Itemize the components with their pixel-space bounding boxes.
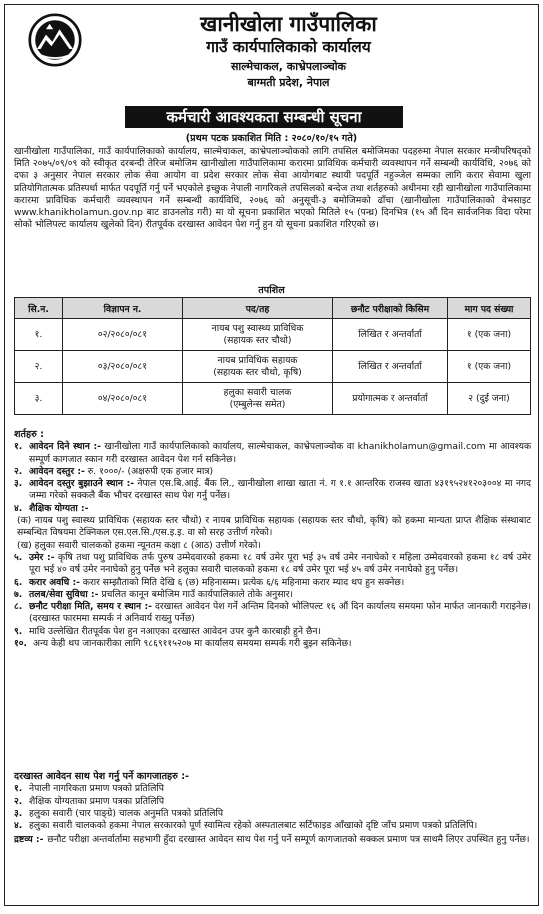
office-name: गाउँ कार्यपालिकाको कार्यालय (206, 38, 371, 56)
cell-exam: लिखित र अन्तर्वार्ता (333, 351, 448, 383)
table-caption: तपशिल (258, 285, 285, 296)
conditions-heading: शर्तहरु : (14, 429, 45, 440)
col-header-count: माग पद संख्या (448, 298, 531, 319)
note-label: द्रष्टव्य :- (14, 834, 44, 846)
list-item: ८. छनौट परीक्षा मिति, समय र स्थान :- दरखास्त आवेदन पेश गर्ने अन्तिम दिनको भोलिपल्ट १६ औं दिन कार्यालय समयमा फोन मार्फत जानकारी गराइनेछ। (दरखास्त फारममा सम्पर्क नं अनिवार्य राख्नु पर्नेछ) (14, 601, 532, 625)
conditions-section (14, 429, 531, 650)
vacancy-table (14, 297, 531, 415)
note (14, 834, 531, 846)
cell-exam: प्रयोगात्मक र अन्तर्वार्ता (333, 383, 448, 415)
list-item: ६. करार अवधि :- करार सम्झौताको मिति देखि ६ (छ) महिनासम्म। प्रत्येक ६/६ महिनामा करार म्याद थप हुन सक्नेछ। (14, 576, 405, 588)
municipality-name: खानीखोला गाउँपालिका (200, 12, 377, 36)
list-item: २. शैक्षिक योग्यताका प्रमाण पत्रका प्रतिलिपि (14, 795, 165, 807)
list-item: ३. आवेदन दस्तुर बुझाउने स्थान :- नेपाल एस.बि.आई. बैंक लि., खानीखोला शाखा खाता नं. ग १.१ आन्तरिक राजस्व खाता ४३१९५२४१२०३००४ मा नगद जम्मा गरेको सक्कलै बैंक भौचर दरखास्त साथ पेश गर्नु पर्नेछ। (14, 478, 531, 502)
cell-post (183, 319, 333, 351)
list-item: २. आवेदन दस्तुर :- रु. १०००/- (अक्षरुपी एक हजार मात्र) (14, 465, 214, 477)
cell-count: २ (दुई जना) (448, 383, 531, 415)
cell-adv: ०३/२०८०/०८१ (63, 351, 183, 383)
qualification-b: (ख) हलुका सवारी चालकको हकमा न्यूनतम कक्षा ८ (आठ) उत्तीर्ण गरेको। (17, 539, 261, 551)
note-text: छनौट परीक्षा अन्तर्वार्तामा सहभागी हुँदा दरखास्त आवेदन साथ पेश गर्नु पर्ने सम्पूर्ण कागजातको सक्कल प्रमाण पत्र साथमै लिएर उपस्थित हुनु पर्नेछ। (47, 834, 530, 846)
post-name: हलुका सवारी चालक (223, 386, 292, 398)
list-item: ९. माथि उल्लेखित रीतपूर्वक पेश हुन नआएका दरखास्त आवेदन उपर कुनै कारबाही हुने छैन। (14, 625, 321, 637)
table-header-row (15, 298, 531, 319)
col-header-post: पद/तह (183, 298, 333, 319)
header (14, 11, 531, 115)
list-item: ४. शैक्षिक योग्यता :- (14, 502, 89, 514)
cell-sn: ३. (15, 383, 63, 415)
notice-title: कर्मचारी आवश्यकता सम्बन्धी सूचना (125, 106, 403, 128)
cell-post (183, 383, 333, 415)
municipality-logo-icon (28, 13, 82, 67)
post-name: नायब पशु स्वास्थ्य प्राविधिक (211, 322, 304, 334)
cell-adv: ०२/२०८०/०८१ (63, 319, 183, 351)
province-name: बाग्मती प्रदेश, नेपाल (247, 76, 330, 89)
intro-paragraph: खानीखोला गाउँपालिका, गाउँ कार्यपालिकाको कार्यालय, साल्मेचाकल, काभ्रेपलाञ्चोकको लागि तपसिल बमोजिमका पदहरुमा नेपाल सरकार मन्त्रीपरिषद्को मिति २०७५/०९/०९ को स्वीकृत दरबन्दी तेरिज बमोजिम खानीखोला गाउँपालिकामा करारमा प्राविधिक कर्मचारी व्यवस्थापन गर्ने सम्बन्धी कार्यविधि, २०७६ को दफा ३ अनुसार नेपाल सरकार लोक सेवा आयोग वा प्रदेश सरकार लोक सेवा आयोगबाट स्थायी पदपूर्ति नहुञ्जेल सम्मका लागि करार सेवामा खुला प्रतियोगितात्मक प्रतिस्पर्धा मार्फत पदपूर्ति गर्नु पर्ने भएकोले इच्छुक नेपाली नागरिकले तपसिलको बन्देज तथा शर्तहरुको अधीनमा रही खानीखोला गाउँपालिकामा करारमा प्राविधिक कर्मचारी व्यवस्थापन गर्ने सम्बन्धी कार्यविधि, २०७६ को अनुसूची-३ बमोजिमको ढाँचा (खानीखोला गाउँपालिकाको वेभसाइट www.khanikholamun.gov.np बाट डाउनलोड गरी) मा यो सूचना प्रकाशित भएको मितिले १५ (पन्ध्र) दिनभित्र (१५ औं दिन सार्वजनिक विदा परेमा सोको भोलिपल्ट कार्यालय खुलेको दिन) रीतपूर्वक दरखास्त आवेदन पेश गर्नु हुन यो सूचना प्रकाशित गरिएको छ। (14, 146, 531, 231)
list-item: ५. उमेर :- कृषि तथा पशु प्राविधिक तर्फ पुरुष उम्मेदवारको हकमा १८ वर्ष उमेर पूरा भई ३५ वर्ष उमेर ननाघेको र महिला उम्मेदवारको हकमा १८ वर्ष उमेर पूरा भई ४० वर्ष उमेर ननाघेको हुनु पर्नेछ भने हलुका सवारी चालकको हकमा १८ वर्ष उमेर पूरा भई ४५ वर्ष उमेर ननाघेको हुनु पर्नेछ। (14, 551, 531, 576)
cell-exam: लिखित र अन्तर्वार्ता (333, 319, 448, 351)
list-item: १. नेपाली नागरिकता प्रमाण पत्रको प्रतिलिपि (14, 783, 164, 795)
notice-page (4, 4, 539, 906)
cell-sn: १. (15, 319, 63, 351)
list-item: १. आवेदन दिने स्थान :- खानीखोला गाउँ कार्यपालिकाको कार्यालय, साल्मेचाकल, काभ्रेपलाञ्चोक वा khanikholamun@gmail.com मा आवश्यक सम्पूर्ण कागजात स्कान गरी दरखास्त आवेदन पेश गर्न सकिनेछ। (14, 441, 531, 465)
col-header-sn: सि.न. (15, 298, 63, 319)
post-level: (सहायक स्तर चौथो) (223, 334, 292, 346)
documents-section (14, 771, 531, 847)
table-row (15, 351, 531, 383)
post-level: (एम्बुलेन्स समेत) (229, 398, 286, 410)
publication-date: (प्रथम पटक प्रकाशित मिति : २०८०/१०/१५ गते) (185, 133, 358, 144)
table-row (15, 383, 531, 415)
col-header-adv: विज्ञापन न. (63, 298, 183, 319)
cell-count: १ (एक जना) (448, 351, 531, 383)
list-item: ३. हलुका सवारी (चार पाङ्ग्रे) चालक अनुमति पत्रको प्रतिलिपि (14, 807, 224, 819)
cell-adv: ०४/२०८०/०८१ (63, 383, 183, 415)
col-header-exam: छनौट परीक्षाको किसिम (333, 298, 448, 319)
office-address: साल्मेचाकल, काभ्रेपलाञ्चोक (230, 60, 346, 73)
cell-sn: २. (15, 351, 63, 383)
list-item: १०. अन्य केही थप जानकारीका लागि ९८६९११५२०७ मा कार्यालय समयमा सम्पर्क गरी बुझ्न सकिनेछ। (14, 638, 352, 650)
post-name: नायब प्राविधिक सहायक (217, 354, 298, 366)
cell-post (183, 351, 333, 383)
qualification-a: (क) नायब पशु स्वास्थ्य प्राविधिक (सहायक स्तर चौथो) र नायब प्राविधिक सहायक (सहायक स्तर चौथो, कृषि) को हकमा मान्यता प्राप्त शैक्षिक संस्थाबाट सम्बन्धित विषयमा टेक्निकल एस.एल.सि./एस.इ.इ. वा सो सरह उत्तीर्ण गरेको। (17, 515, 531, 539)
list-item: ७. तलब/सेवा सुविधा :- प्रचलित कानून बमोजिम गाउँ कार्यपालिकाले तोके अनुसार। (14, 588, 294, 600)
cell-count: १ (एक जना) (448, 319, 531, 351)
documents-heading: दरखास्त आवेदन साथ पेश गर्नु पर्ने कागजातहरु :- (14, 771, 190, 782)
list-item: ४. हलुका सवारी चालकको हकमा नेपाल सरकारको पूर्ण स्वामित्व रहेको अस्पतालबाट सर्टिफाइड आँखाको दृष्टि जाँच प्रमाण पत्रको प्रतिलिपि। (14, 820, 478, 832)
post-level: (सहायक स्तर चौथो, कृषि) (213, 366, 302, 378)
table-row (15, 319, 531, 351)
